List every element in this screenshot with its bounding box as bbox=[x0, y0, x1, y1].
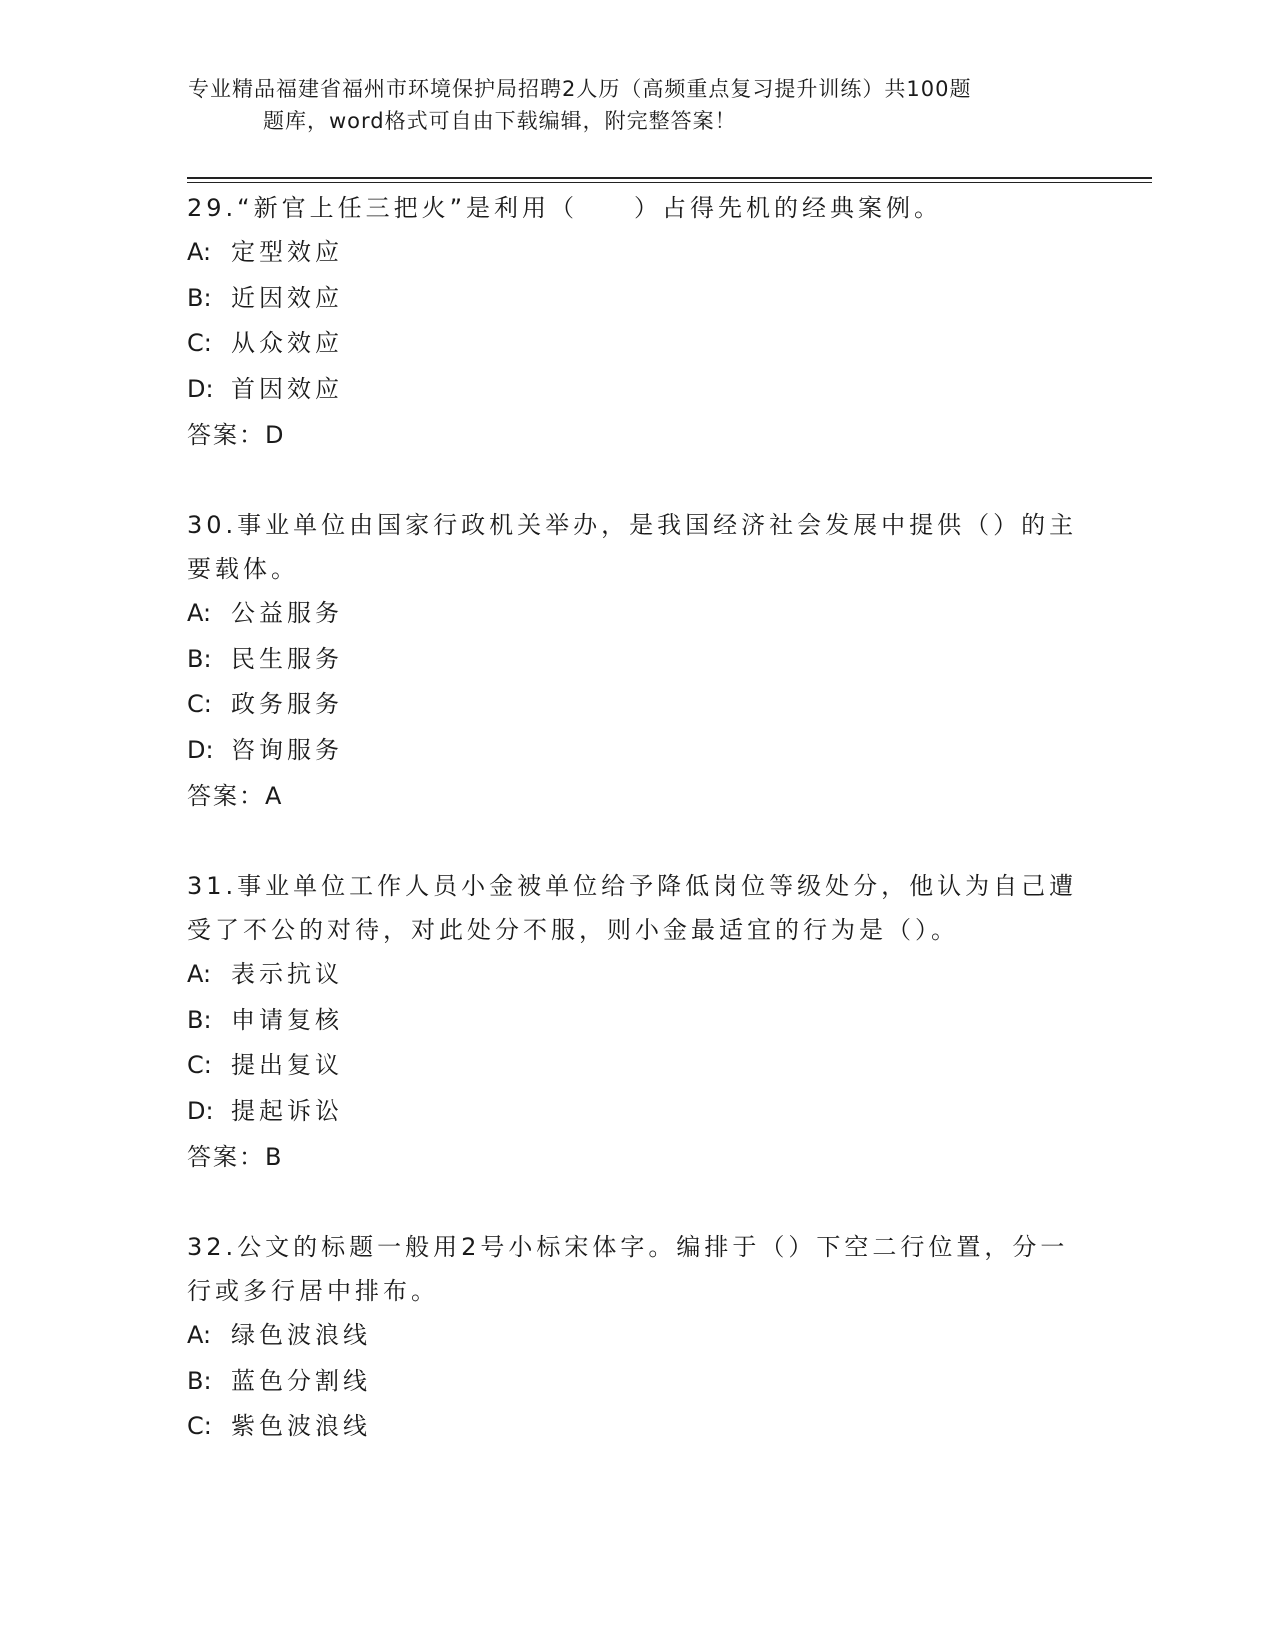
question-stem: 29.“新官上任三把火”是利用（ ）占得先机的经典案例。 bbox=[187, 194, 943, 222]
option-text: 定型效应 bbox=[231, 238, 343, 266]
option-c bbox=[187, 682, 1087, 728]
question-29 bbox=[187, 186, 1087, 458]
option-c bbox=[187, 1404, 1087, 1450]
option-key: A: bbox=[187, 599, 212, 627]
option-d bbox=[187, 1089, 1087, 1135]
option-text: 提起诉讼 bbox=[231, 1096, 343, 1125]
answer-line: 答案：D bbox=[187, 421, 286, 449]
option-text: 公益服务 bbox=[231, 599, 343, 627]
header-rule-thick bbox=[187, 177, 1152, 179]
option-key: B: bbox=[187, 1366, 212, 1395]
option-key: D: bbox=[187, 735, 214, 764]
option-d bbox=[187, 367, 1087, 413]
option-text: 绿色波浪线 bbox=[231, 1321, 371, 1349]
option-text: 紫色波浪线 bbox=[231, 1412, 371, 1440]
option-key: A: bbox=[187, 960, 212, 988]
question-31 bbox=[187, 864, 1087, 1180]
header-title-line2: 题库，word格式可自由下载编辑，附完整答案！ bbox=[263, 109, 737, 133]
option-key: B: bbox=[187, 1005, 212, 1034]
question-stem: 31.事业单位工作人员小金被单位给予降低岗位等级处分，他认为自己遭受了不公的对待，对此处分不服，则小金最适宜的行为是（）。 bbox=[187, 872, 1078, 944]
question-list bbox=[187, 186, 1087, 1450]
option-b bbox=[187, 637, 1087, 683]
question-stem: 32.公文的标题一般用2号小标宋体字。编排于（）下空二行位置，分一行或多行居中排布。 bbox=[187, 1233, 1069, 1305]
option-text: 表示抗议 bbox=[231, 960, 343, 988]
option-text: 申请复核 bbox=[231, 1005, 343, 1034]
option-key: C: bbox=[187, 1412, 212, 1440]
option-a bbox=[187, 952, 1087, 998]
option-text: 从众效应 bbox=[231, 329, 343, 357]
option-key: C: bbox=[187, 329, 212, 357]
option-key: D: bbox=[187, 374, 214, 403]
question-32 bbox=[187, 1225, 1087, 1450]
header-title-line1: 专业精品福建省福州市环境保护局招聘2人历（高频重点复习提升训练）共100题 bbox=[188, 77, 972, 101]
option-c bbox=[187, 1043, 1087, 1089]
option-key: A: bbox=[187, 238, 212, 266]
option-text: 政务服务 bbox=[231, 690, 343, 718]
option-a bbox=[187, 591, 1087, 637]
option-b bbox=[187, 998, 1087, 1044]
option-a bbox=[187, 230, 1087, 276]
answer-line: 答案：B bbox=[187, 1143, 284, 1171]
option-key: B: bbox=[187, 644, 212, 673]
option-text: 民生服务 bbox=[231, 644, 343, 673]
option-key: C: bbox=[187, 1051, 212, 1079]
question-stem: 30.事业单位由国家行政机关举办，是我国经济社会发展中提供（）的主要载体。 bbox=[187, 511, 1078, 583]
option-key: A: bbox=[187, 1321, 212, 1349]
option-b bbox=[187, 1359, 1087, 1405]
option-text: 提出复议 bbox=[231, 1051, 343, 1079]
option-text: 首因效应 bbox=[231, 374, 343, 403]
option-text: 蓝色分割线 bbox=[231, 1366, 371, 1395]
question-30 bbox=[187, 503, 1087, 819]
option-d bbox=[187, 728, 1087, 774]
option-c bbox=[187, 321, 1087, 367]
option-key: D: bbox=[187, 1096, 214, 1125]
option-key: B: bbox=[187, 283, 212, 312]
option-text: 近因效应 bbox=[231, 283, 343, 312]
answer-line: 答案：A bbox=[187, 782, 284, 810]
option-b bbox=[187, 276, 1087, 322]
document-header bbox=[188, 73, 1088, 137]
option-key: C: bbox=[187, 690, 212, 718]
option-a bbox=[187, 1313, 1087, 1359]
option-text: 咨询服务 bbox=[231, 735, 343, 764]
header-rule-thin bbox=[187, 182, 1152, 183]
